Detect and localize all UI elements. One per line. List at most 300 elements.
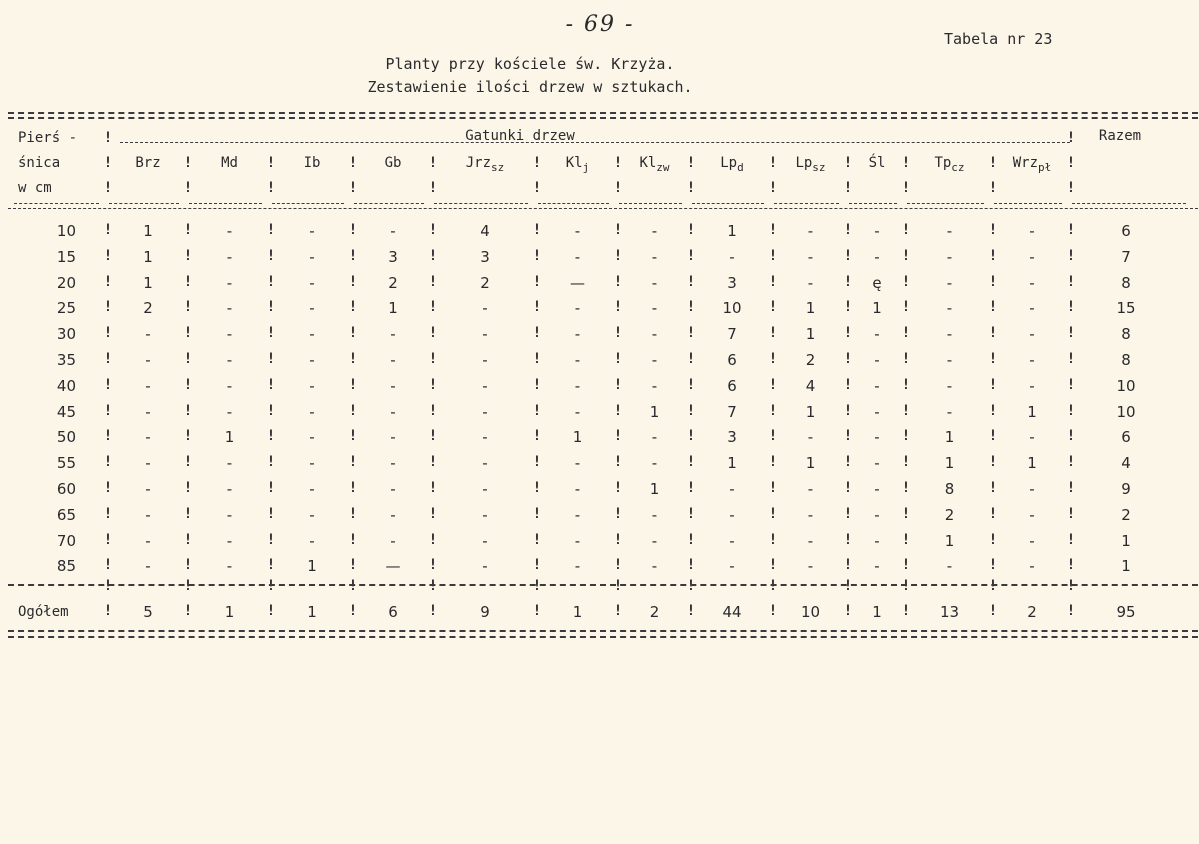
header-segment bbox=[109, 203, 179, 204]
table-cell: - bbox=[874, 531, 880, 550]
row-diameter: 10 bbox=[56, 222, 76, 240]
column-separator: ! bbox=[183, 578, 193, 594]
page-number: - 69 - bbox=[565, 12, 635, 37]
column-separator: ! bbox=[266, 531, 276, 548]
table-cell: - bbox=[226, 376, 233, 395]
column-separator: ! bbox=[988, 578, 998, 594]
table-cell: - bbox=[946, 351, 953, 369]
totals-cell: 10 bbox=[800, 603, 821, 621]
totals-cell: 2 bbox=[1027, 603, 1037, 621]
column-separator: ! bbox=[428, 351, 438, 367]
column-separator: ! bbox=[768, 325, 778, 342]
column-separator: ! bbox=[428, 376, 438, 393]
column-separator: ! bbox=[613, 351, 623, 367]
column-separator: ! bbox=[1066, 299, 1076, 316]
table-cell: - bbox=[874, 222, 880, 240]
column-separator: ! bbox=[428, 325, 438, 342]
totals-cell: 1 bbox=[307, 603, 317, 621]
column-separator: ! bbox=[613, 531, 623, 548]
column-header: $Lp_d$ bbox=[720, 155, 744, 174]
table-cell: 1 bbox=[944, 454, 955, 473]
column-separator: ! bbox=[988, 505, 998, 522]
column-separator: ! bbox=[266, 222, 276, 238]
column-separator: ! bbox=[843, 299, 853, 316]
table-cell: 1 bbox=[307, 557, 317, 576]
column-separator: ! bbox=[1066, 130, 1076, 146]
column-separator: ! bbox=[613, 247, 623, 264]
column-separator: ! bbox=[103, 299, 113, 316]
table-cell: - bbox=[1029, 557, 1035, 576]
column-separator: ! bbox=[428, 454, 438, 471]
table-cell: - bbox=[874, 505, 880, 524]
column-separator: ! bbox=[103, 155, 113, 171]
column-header: Jrz$_{sz}$ bbox=[465, 155, 505, 174]
column-separator: ! bbox=[1066, 603, 1076, 619]
column-separator: ! bbox=[686, 531, 696, 548]
row-diameter: 45 bbox=[56, 402, 76, 421]
column-separator: ! bbox=[901, 505, 911, 522]
column-separator: ! bbox=[103, 531, 113, 548]
column-separator: ! bbox=[428, 402, 438, 419]
column-separator: ! bbox=[1066, 180, 1076, 196]
column-separator: ! bbox=[183, 351, 193, 367]
column-separator: ! bbox=[428, 480, 438, 496]
row-diameter: 25 bbox=[56, 299, 76, 318]
totals-cell: 1 bbox=[224, 603, 235, 621]
table-cell: - bbox=[145, 505, 151, 524]
column-separator: ! bbox=[103, 454, 113, 471]
table-cell: - bbox=[390, 531, 396, 550]
column-separator: ! bbox=[988, 402, 998, 419]
table-cell: - bbox=[482, 557, 488, 576]
column-separator: ! bbox=[686, 325, 696, 342]
column-separator: ! bbox=[428, 247, 438, 264]
column-separator: ! bbox=[843, 402, 853, 419]
row-diameter: 65 bbox=[56, 505, 76, 524]
column-separator: ! bbox=[103, 180, 113, 196]
table-cell: - bbox=[226, 531, 233, 550]
table-cell: - bbox=[1029, 376, 1035, 395]
table-cell: - bbox=[482, 376, 488, 395]
column-separator: ! bbox=[348, 454, 358, 471]
column-separator: ! bbox=[901, 273, 911, 290]
table-cell: - bbox=[651, 325, 658, 344]
column-separator: ! bbox=[103, 505, 113, 522]
table-cell: — bbox=[570, 273, 585, 292]
table-cell: - bbox=[946, 273, 953, 292]
column-separator: ! bbox=[532, 180, 542, 196]
column-separator: ! bbox=[901, 376, 911, 393]
column-separator: ! bbox=[768, 180, 778, 196]
column-separator: ! bbox=[183, 247, 193, 264]
column-separator: ! bbox=[532, 531, 542, 548]
column-separator: ! bbox=[183, 428, 193, 445]
table-cell: - bbox=[390, 480, 396, 498]
header-segment bbox=[994, 203, 1062, 204]
table-cell: - bbox=[651, 505, 658, 524]
table-cell: — bbox=[385, 557, 401, 576]
table-cell: - bbox=[574, 454, 581, 473]
table-cell: - bbox=[482, 351, 488, 369]
column-separator: ! bbox=[901, 351, 911, 367]
table-cell: 6 bbox=[727, 376, 737, 395]
table-cell: 3 bbox=[388, 247, 398, 266]
column-separator: ! bbox=[613, 325, 623, 342]
table-cell: 2 bbox=[944, 505, 955, 524]
totals-cell: 44 bbox=[722, 603, 742, 621]
table-cell: - bbox=[390, 222, 396, 240]
column-separator: ! bbox=[103, 222, 113, 238]
table-cell: - bbox=[874, 376, 880, 395]
row-diameter: 60 bbox=[56, 480, 76, 498]
column-separator: ! bbox=[266, 557, 276, 574]
table-cell: - bbox=[874, 351, 880, 369]
column-separator: ! bbox=[901, 222, 911, 238]
row-total: 7 bbox=[1121, 247, 1131, 266]
table-cell: - bbox=[807, 480, 814, 498]
table-cell: - bbox=[874, 480, 880, 498]
column-separator: ! bbox=[183, 454, 193, 471]
totals-cell: 6 bbox=[388, 603, 398, 621]
column-separator: ! bbox=[103, 247, 113, 264]
column-separator: ! bbox=[428, 557, 438, 574]
column-separator: ! bbox=[988, 531, 998, 548]
table-cell: - bbox=[574, 505, 581, 524]
column-separator: ! bbox=[348, 299, 358, 316]
column-separator: ! bbox=[988, 247, 998, 264]
header-segment bbox=[907, 203, 984, 204]
column-separator: ! bbox=[103, 603, 113, 619]
column-separator: ! bbox=[768, 603, 778, 619]
table-cell: 3 bbox=[727, 273, 737, 292]
table-cell: - bbox=[807, 222, 814, 240]
table-cell: - bbox=[482, 325, 488, 344]
table-cell: - bbox=[482, 299, 488, 318]
table-cell: - bbox=[1029, 428, 1035, 447]
table-cell: - bbox=[390, 454, 396, 473]
row-diameter: 20 bbox=[56, 273, 76, 292]
header-segment bbox=[14, 203, 99, 204]
table-cell: 2 bbox=[805, 351, 816, 369]
table-cell: - bbox=[946, 376, 953, 395]
column-separator: ! bbox=[532, 603, 542, 619]
table-cell: - bbox=[145, 351, 151, 369]
table-cell: - bbox=[226, 505, 233, 524]
column-separator: ! bbox=[1066, 505, 1076, 522]
column-separator: ! bbox=[1066, 325, 1076, 342]
column-separator: ! bbox=[988, 299, 998, 316]
row-total: 8 bbox=[1121, 325, 1131, 344]
column-separator: ! bbox=[613, 454, 623, 471]
table-cell: - bbox=[145, 325, 151, 344]
table-cell: - bbox=[651, 299, 658, 318]
table-cell: - bbox=[309, 531, 315, 550]
column-separator: ! bbox=[613, 480, 623, 496]
column-separator: ! bbox=[348, 351, 358, 367]
column-separator: ! bbox=[613, 222, 623, 238]
totals-cell: 1 bbox=[872, 603, 882, 621]
table-cell: 3 bbox=[727, 428, 737, 447]
table-cell: 1 bbox=[727, 454, 737, 473]
table-cell: - bbox=[482, 531, 488, 550]
column-separator: ! bbox=[768, 428, 778, 445]
column-separator: ! bbox=[1066, 578, 1076, 594]
table-cell: - bbox=[729, 480, 735, 498]
table-cell: - bbox=[226, 351, 233, 369]
column-separator: ! bbox=[1066, 454, 1076, 471]
table-cell: - bbox=[1029, 325, 1035, 344]
table-cell: - bbox=[946, 402, 953, 421]
header-rule bbox=[8, 208, 1198, 209]
column-separator: ! bbox=[266, 351, 276, 367]
column-separator: ! bbox=[768, 273, 778, 290]
table-cell: - bbox=[226, 299, 233, 318]
column-header: Brz bbox=[135, 155, 161, 171]
column-separator: ! bbox=[266, 325, 276, 342]
table-cell: - bbox=[482, 505, 488, 524]
column-separator: ! bbox=[183, 273, 193, 290]
table-cell: - bbox=[574, 299, 581, 318]
column-separator: ! bbox=[266, 402, 276, 419]
table-cell: - bbox=[226, 273, 233, 292]
column-separator: ! bbox=[843, 505, 853, 522]
table-cell: - bbox=[946, 222, 953, 240]
table-cell: - bbox=[145, 428, 151, 447]
table-cell: - bbox=[390, 505, 396, 524]
stub-header-line2: śnica bbox=[18, 155, 61, 171]
column-separator: ! bbox=[768, 376, 778, 393]
table-cell: - bbox=[807, 428, 814, 447]
column-separator: ! bbox=[613, 402, 623, 419]
column-separator: ! bbox=[988, 557, 998, 574]
row-diameter: 40 bbox=[56, 376, 76, 395]
column-header: Śl bbox=[868, 155, 886, 171]
column-separator: ! bbox=[768, 531, 778, 548]
column-separator: ! bbox=[686, 557, 696, 574]
column-separator: ! bbox=[1066, 480, 1076, 496]
table-cell: - bbox=[226, 325, 233, 344]
column-separator: ! bbox=[988, 454, 998, 471]
column-separator: ! bbox=[428, 428, 438, 445]
column-separator: ! bbox=[613, 180, 623, 196]
table-cell: - bbox=[482, 480, 488, 498]
table-cell: 1 bbox=[872, 299, 882, 318]
column-separator: ! bbox=[348, 428, 358, 445]
table-cell: - bbox=[309, 222, 315, 240]
column-separator: ! bbox=[843, 376, 853, 393]
column-separator: ! bbox=[843, 325, 853, 342]
table-cell: - bbox=[651, 273, 658, 292]
table-cell: - bbox=[226, 402, 233, 421]
table-cell: - bbox=[651, 247, 658, 266]
column-separator: ! bbox=[768, 480, 778, 496]
table-cell: - bbox=[729, 505, 735, 524]
column-separator: ! bbox=[686, 222, 696, 238]
table-cell: - bbox=[651, 376, 658, 395]
row-total: 9 bbox=[1121, 480, 1131, 498]
column-header: Wrz$_{pł}$ bbox=[1012, 155, 1052, 174]
table-cell: 7 bbox=[727, 325, 737, 344]
column-separator: ! bbox=[613, 299, 623, 316]
column-separator: ! bbox=[1066, 351, 1076, 367]
column-separator: ! bbox=[613, 557, 623, 574]
header-segment bbox=[849, 203, 897, 204]
top-rule-2 bbox=[8, 117, 1198, 119]
column-separator: ! bbox=[686, 299, 696, 316]
table-cell: - bbox=[651, 557, 658, 576]
table-cell: - bbox=[226, 557, 233, 576]
row-total: 10 bbox=[1116, 402, 1136, 421]
table-cell: - bbox=[574, 480, 581, 498]
table-cell: 1 bbox=[649, 480, 660, 498]
table-cell: - bbox=[1029, 351, 1035, 369]
column-separator: ! bbox=[103, 480, 113, 496]
column-separator: ! bbox=[348, 222, 358, 238]
row-diameter: 85 bbox=[56, 557, 76, 576]
row-total: 1 bbox=[1121, 557, 1131, 576]
table-cell: - bbox=[651, 428, 658, 447]
column-separator: ! bbox=[1066, 428, 1076, 445]
table-cell: 1 bbox=[649, 402, 660, 421]
table-cell: - bbox=[145, 557, 151, 576]
column-separator: ! bbox=[988, 480, 998, 496]
column-separator: ! bbox=[428, 505, 438, 522]
table-cell: - bbox=[807, 557, 814, 576]
column-separator: ! bbox=[103, 351, 113, 367]
column-separator: ! bbox=[532, 557, 542, 574]
column-separator: ! bbox=[843, 351, 853, 367]
column-separator: ! bbox=[901, 299, 911, 316]
table-cell: 3 bbox=[480, 247, 490, 266]
column-separator: ! bbox=[103, 578, 113, 594]
column-separator: ! bbox=[988, 273, 998, 290]
table-cell: - bbox=[874, 325, 880, 344]
table-cell: - bbox=[874, 557, 880, 576]
column-separator: ! bbox=[532, 454, 542, 471]
header-segment bbox=[692, 203, 764, 204]
row-total: 4 bbox=[1121, 454, 1131, 473]
column-separator: ! bbox=[348, 273, 358, 290]
row-diameter: 30 bbox=[56, 325, 76, 344]
totals-cell: 1 bbox=[572, 603, 583, 621]
table-cell: - bbox=[145, 454, 151, 473]
column-separator: ! bbox=[532, 505, 542, 522]
column-separator: ! bbox=[1066, 273, 1076, 290]
column-header: Gb bbox=[384, 155, 402, 171]
table-cell: - bbox=[309, 247, 315, 266]
column-separator: ! bbox=[532, 402, 542, 419]
table-cell: - bbox=[574, 222, 581, 240]
table-cell: 1 bbox=[805, 325, 816, 344]
table-cell: - bbox=[309, 299, 315, 318]
column-separator: ! bbox=[686, 428, 696, 445]
column-separator: ! bbox=[183, 222, 193, 238]
table-cell: - bbox=[1029, 299, 1035, 318]
column-separator: ! bbox=[183, 155, 193, 171]
column-separator: ! bbox=[686, 247, 696, 264]
table-cell: - bbox=[946, 325, 953, 344]
body-bottom-rule bbox=[8, 584, 1198, 586]
row-total: 10 bbox=[1116, 376, 1136, 395]
column-separator: ! bbox=[266, 299, 276, 316]
column-separator: ! bbox=[532, 578, 542, 594]
column-separator: ! bbox=[768, 557, 778, 574]
table-cell: 1 bbox=[572, 428, 583, 447]
table-cell: - bbox=[574, 531, 581, 550]
table-cell: 1 bbox=[143, 222, 153, 240]
header-segment bbox=[434, 203, 528, 204]
column-separator: ! bbox=[183, 299, 193, 316]
column-separator: ! bbox=[183, 557, 193, 574]
row-diameter: 15 bbox=[56, 247, 76, 266]
table-cell: - bbox=[390, 376, 396, 395]
column-separator: ! bbox=[686, 505, 696, 522]
column-separator: ! bbox=[266, 180, 276, 196]
column-separator: ! bbox=[348, 578, 358, 594]
column-separator: ! bbox=[768, 402, 778, 419]
header-segment bbox=[272, 203, 344, 204]
column-separator: ! bbox=[348, 325, 358, 342]
row-total: 8 bbox=[1121, 351, 1131, 369]
table-title: Planty przy kościele św. Krzyża. bbox=[385, 55, 675, 73]
table-cell: - bbox=[482, 402, 488, 421]
column-separator: ! bbox=[348, 557, 358, 574]
column-separator: ! bbox=[348, 531, 358, 548]
table-cell: 1 bbox=[944, 428, 955, 447]
column-separator: ! bbox=[532, 376, 542, 393]
table-cell: - bbox=[574, 402, 581, 421]
column-separator: ! bbox=[1066, 531, 1076, 548]
table-cell: 1 bbox=[388, 299, 398, 318]
column-separator: ! bbox=[843, 603, 853, 619]
column-header: $Kl_{zw}$ bbox=[639, 155, 670, 174]
column-separator: ! bbox=[1066, 247, 1076, 264]
column-separator: ! bbox=[348, 505, 358, 522]
column-separator: ! bbox=[183, 402, 193, 419]
column-separator: ! bbox=[768, 578, 778, 594]
column-separator: ! bbox=[428, 578, 438, 594]
column-separator: ! bbox=[348, 480, 358, 496]
column-separator: ! bbox=[686, 402, 696, 419]
column-separator: ! bbox=[183, 325, 193, 342]
column-separator: ! bbox=[843, 180, 853, 196]
row-total: 8 bbox=[1121, 273, 1131, 292]
table-cell: 1 bbox=[143, 273, 153, 292]
column-header: Md bbox=[221, 155, 238, 171]
table-cell: 10 bbox=[722, 299, 742, 318]
column-separator: ! bbox=[183, 480, 193, 496]
column-separator: ! bbox=[266, 505, 276, 522]
column-separator: ! bbox=[843, 222, 853, 238]
table-cell: - bbox=[309, 428, 315, 447]
column-separator: ! bbox=[266, 273, 276, 290]
table-cell: - bbox=[729, 247, 735, 266]
column-separator: ! bbox=[428, 155, 438, 171]
column-separator: ! bbox=[348, 180, 358, 196]
column-separator: ! bbox=[901, 247, 911, 264]
column-separator: ! bbox=[686, 273, 696, 290]
column-separator: ! bbox=[266, 428, 276, 445]
table-cell: ę bbox=[872, 273, 882, 292]
bottom-rule-1 bbox=[8, 630, 1198, 632]
column-separator: ! bbox=[843, 155, 853, 171]
column-separator: ! bbox=[843, 428, 853, 445]
column-separator: ! bbox=[266, 454, 276, 471]
row-diameter: 70 bbox=[56, 531, 76, 550]
table-cell: - bbox=[1029, 222, 1035, 240]
table-cell: - bbox=[574, 351, 581, 369]
table-cell: 2 bbox=[143, 299, 153, 318]
